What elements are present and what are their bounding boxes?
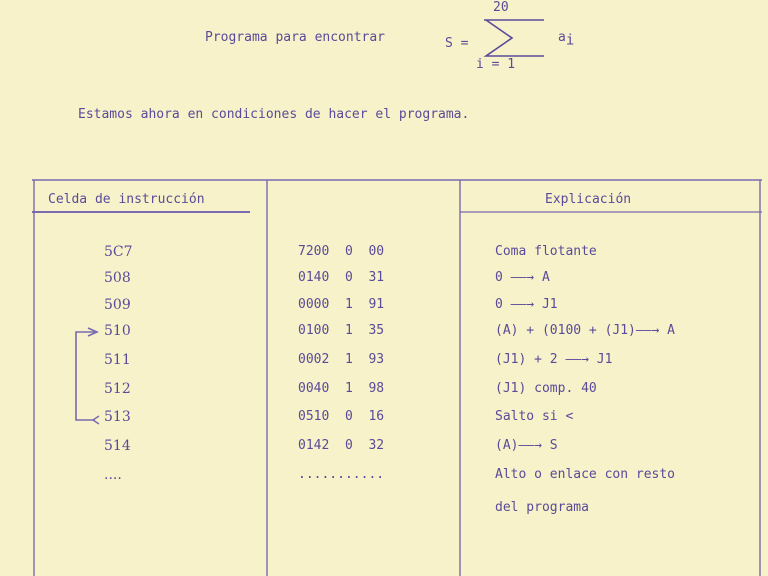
explanation-text: 0 ——→ A xyxy=(495,270,550,285)
cell-address: 513 xyxy=(104,409,131,425)
header-cell-instruction: Celda de instrucción xyxy=(48,192,205,207)
instruction-code: ........... xyxy=(298,467,385,482)
explanation-text: (J1) + 2 ——→ J1 xyxy=(495,352,613,367)
loop-arrow-tail xyxy=(93,416,99,424)
cell-address: 508 xyxy=(104,270,131,286)
cell-address: 512 xyxy=(104,381,131,397)
instruction-code: 7200 0 00 xyxy=(298,244,385,259)
sum-upper-limit: 20 xyxy=(493,0,509,15)
summation-term: $a_i$ xyxy=(558,30,575,49)
sum-lower-limit: i = 1 xyxy=(476,57,516,72)
instruction-code: 0142 0 32 xyxy=(298,438,385,453)
explanation-text: 0 ——→ J1 xyxy=(495,297,558,312)
instruction-code: 0000 1 91 xyxy=(298,297,385,312)
cell-address: 5C7 xyxy=(104,244,133,260)
cell-address: 514 xyxy=(104,438,131,454)
instruction-code: 0040 1 98 xyxy=(298,381,385,396)
cell-address: 511 xyxy=(104,352,131,368)
instruction-code: 0510 0 16 xyxy=(298,409,385,424)
cell-address: .... xyxy=(104,467,122,483)
explanation-text: Alto o enlace con resto xyxy=(495,467,676,482)
explanation-text: (A)——→ S xyxy=(495,438,558,453)
header-explanation: Explicación xyxy=(545,192,632,207)
instruction-code: 0002 1 93 xyxy=(298,352,385,367)
explanation-text: Salto si < xyxy=(495,409,574,424)
heading-s-equals: S = xyxy=(445,36,469,51)
heading-text: Programa para encontrar xyxy=(205,30,386,45)
intro-sentence: Estamos ahora en condiciones de hacer el programa. xyxy=(78,107,470,122)
loop-bracket xyxy=(76,332,95,420)
explanation-text: (A) + (0100 + (J1)——→ A xyxy=(495,323,676,338)
cell-address: 509 xyxy=(104,297,131,313)
explanation-text: Coma flotante xyxy=(495,244,597,259)
explanation-text: (J1) comp. 40 xyxy=(495,381,597,396)
cell-address: 510 xyxy=(104,323,131,339)
instruction-code: 0100 1 35 xyxy=(298,323,385,338)
instruction-code: 0140 0 31 xyxy=(298,270,385,285)
explanation-text: del programa xyxy=(495,500,589,515)
